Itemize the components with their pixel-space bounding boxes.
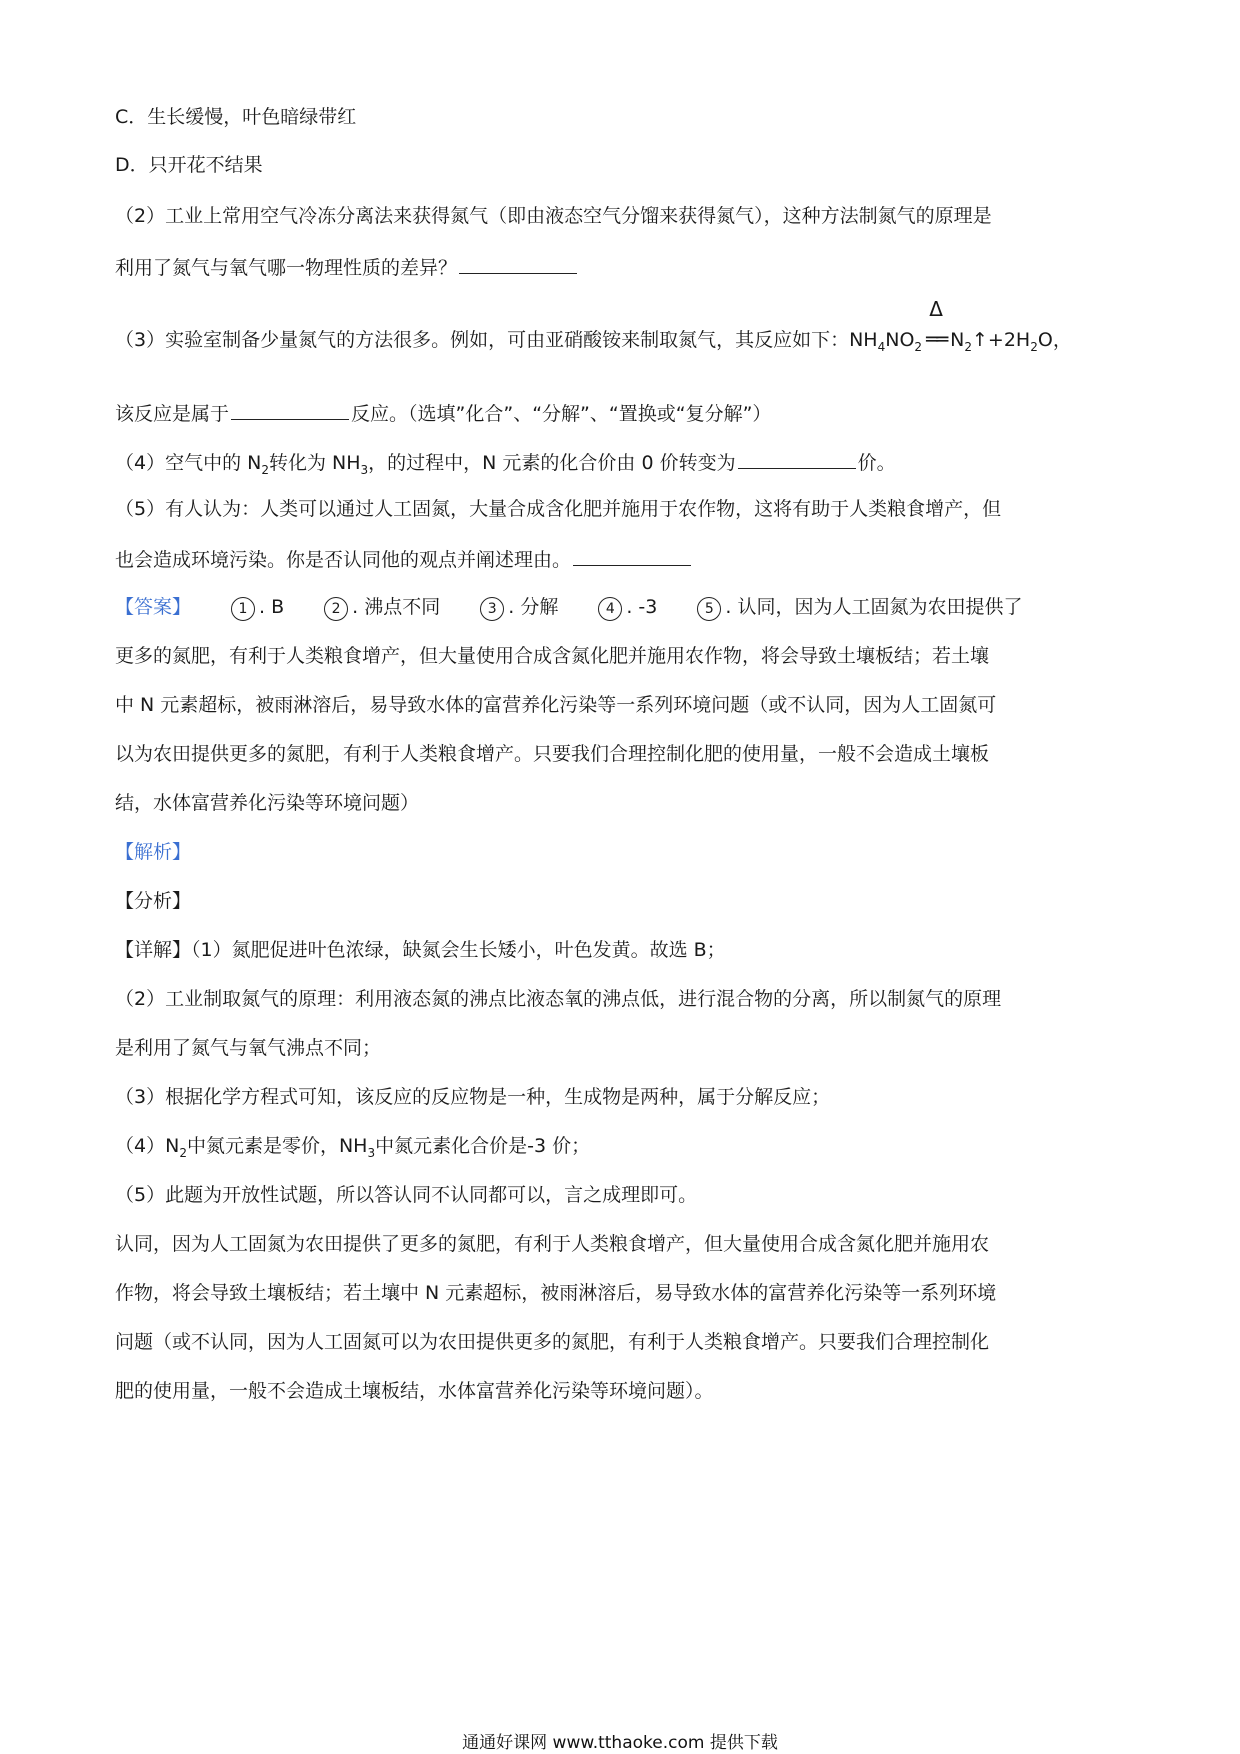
- answer-item: [697, 594, 1022, 621]
- circled-number: 1: [231, 597, 255, 621]
- question-3-line2: [115, 399, 771, 427]
- question-2-text: 利用了氮气与氧气哪一物理性质的差异？: [115, 257, 458, 279]
- answer-continuation: 更多的氮肥，有利于人类粮食增产，但大量使用合成含氮化肥并施用农作物，将会导致土壤板结；若土壤: [115, 645, 990, 667]
- q3-sub: 2: [914, 339, 923, 354]
- answer-item: [480, 594, 558, 621]
- option-c: C．生长缓慢，叶色暗绿带红: [115, 106, 357, 128]
- question-3-line1: [115, 297, 1072, 354]
- detail-2-line2: 是利用了氮气与氧气沸点不同；: [115, 1037, 382, 1059]
- answer-item: [598, 594, 657, 621]
- q3-text: 该反应是属于: [115, 403, 230, 425]
- q5-text: 也会造成环境污染。你是否认同他的观点并阐述理由。: [115, 549, 572, 571]
- question-5-line1: （5）有人认为：人类可以通过人工固氮，大量合成含化肥并施用于农作物，这将有助于人类粮食增产，但: [115, 498, 1002, 520]
- q3-sub: 2: [1030, 339, 1038, 354]
- q4-sub: 3: [360, 462, 369, 477]
- detail-3: （3）根据化学方程式可知，该反应的反应物是一种，生成物是两种，属于分解反应；: [115, 1086, 831, 1108]
- question-2-line2: [115, 253, 579, 281]
- q4-text: ，的过程中，N 元素的化合价由 0 价转变为: [368, 452, 736, 474]
- circled-number: 4: [598, 597, 622, 621]
- q3-text: O，: [1037, 329, 1072, 351]
- q3-sub: 2: [964, 339, 972, 354]
- answer-text: . -3: [626, 596, 658, 618]
- q3-text: 反应。（选填”化合”、“分解”、“置换或“复分解”）: [351, 403, 772, 425]
- analysis-label: 【解析】: [115, 841, 192, 863]
- q4-text: 转化为 NH: [268, 452, 361, 474]
- q4-text: 价。: [857, 452, 896, 474]
- heat-condition: [926, 297, 947, 353]
- explanation-line: 认同，因为人工固氮为农田提供了更多的氮肥，有利于人类粮食增产，但大量使用合成含氮化肥并施用农: [115, 1233, 990, 1255]
- circled-number: 3: [480, 597, 504, 621]
- circled-number: 2: [324, 597, 348, 621]
- q3-text: N: [950, 329, 965, 351]
- circled-number: 5: [697, 597, 721, 621]
- answer-text: . 分解: [508, 596, 559, 618]
- answer-item: [324, 594, 440, 621]
- q3-text: NO: [885, 329, 915, 351]
- d4-text: 中氮元素是零价，NH: [186, 1135, 368, 1157]
- detail-2-line1: （2）工业制取氮气的原理：利用液态氮的沸点比液态氧的沸点低，进行混合物的分离，所以制氮气的原理: [115, 988, 1002, 1010]
- equals-symbol: ══: [926, 327, 947, 351]
- q3-pre: （3）实验室制备少量氮气的方法很多。例如，可由亚硝酸铵来制取氮气，其反应如下：NH: [115, 329, 878, 351]
- answer-continuation: 以为农田提供更多的氮肥，有利于人类粮食增产。只要我们合理控制化肥的使用量，一般不会造成土壤板: [115, 743, 990, 765]
- answer-text: . B: [259, 596, 285, 618]
- explanation-line: 问题（或不认同，因为人工固氮可以为农田提供更多的氮肥，有利于人类粮食增产。只要我们合理控制化: [115, 1331, 990, 1353]
- answer-continuation: 中 N 元素超标，被雨淋溶后，易导致水体的富营养化污染等一系列环境问题（或不认同，因为人工固氮可: [115, 694, 997, 716]
- q3-sub: 4: [877, 339, 886, 354]
- answer-continuation: 结，水体富营养化污染等环境问题）: [115, 792, 420, 814]
- answer-item: [231, 594, 284, 621]
- detail-5: （5）此题为开放性试题，所以答认同不认同都可以，言之成理即可。: [115, 1184, 698, 1206]
- fenxi-label: 【分析】: [115, 890, 192, 912]
- explanation-line: 肥的使用量，一般不会造成土壤板结，水体富营养化污染等环境问题）。: [115, 1380, 714, 1402]
- page-footer: 通通好课网 www.tthaoke.com 提供下载: [462, 1733, 778, 1753]
- answer-line: [115, 594, 1022, 621]
- d4-text: 中氮元素化合价是-3 价；: [375, 1135, 591, 1157]
- answer-label: 【答案】: [115, 596, 192, 618]
- detail-4: [115, 1133, 590, 1159]
- answer-blank: [231, 399, 349, 420]
- question-2-line1: （2）工业上常用空气冷冻分离法来获得氮气（即由液态空气分馏来获得氮气），这种方法制氮气的原理是: [115, 205, 992, 227]
- answer-text: . 认同，因为人工固氮为农田提供了: [725, 596, 1023, 618]
- question-4: [115, 448, 896, 476]
- explanation-line: 作物，将会导致土壤板结；若土壤中 N 元素超标，被雨淋溶后，易导致水体的富营养化污染等一系列环境: [115, 1282, 997, 1304]
- answer-text: . 沸点不同: [352, 596, 441, 618]
- detail-1: 【详解】（1）氮肥促进叶色浓绿，缺氮会生长矮小，叶色发黄。故选 B；: [115, 939, 726, 961]
- option-d: D．只开花不结果: [115, 154, 263, 176]
- answer-blank: [738, 448, 856, 469]
- d4-text: （4）N: [115, 1135, 180, 1157]
- q4-sub: 2: [261, 462, 269, 477]
- answer-blank: [573, 545, 691, 566]
- question-5-line2: [115, 545, 693, 573]
- delta-symbol: Δ: [929, 297, 943, 321]
- answer-blank: [459, 253, 577, 274]
- d4-sub: 2: [179, 1145, 187, 1160]
- q3-text: ↑+2H: [972, 329, 1031, 351]
- d4-sub: 3: [367, 1145, 376, 1160]
- q4-text: （4）空气中的 N: [115, 452, 262, 474]
